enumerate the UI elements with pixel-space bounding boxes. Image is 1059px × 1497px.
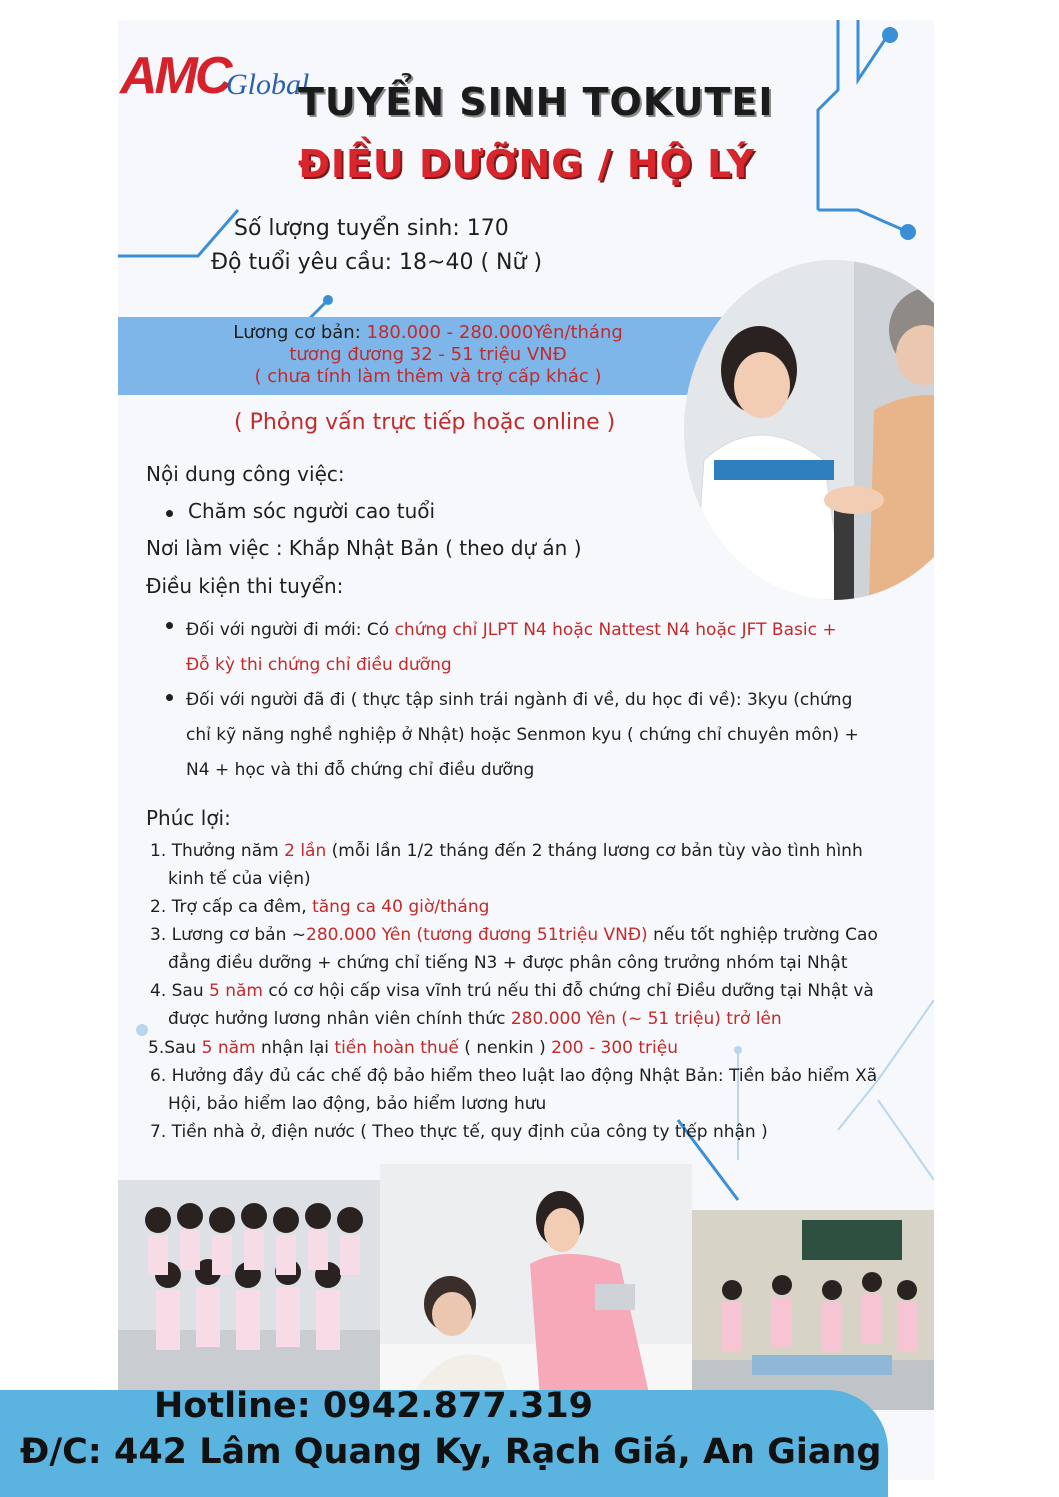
benefit-3-line2: đẳng điều dưỡng + chứng chỉ tiếng N3 + được phân công trưởng nhóm tại Nhật — [168, 953, 848, 973]
benefit-7: 7. Tiền nhà ở, điện nước ( Theo thực tế, quy định của công ty tiếp nhận ) — [150, 1122, 768, 1142]
salary-label: Lương cơ bản: — [233, 322, 361, 343]
benefit-text: có cơ hội cấp visa vĩnh trú nếu thi đỗ chứng chỉ Điều dưỡng tại Nhật và — [263, 981, 874, 1001]
benefit-text: nhận lại — [255, 1038, 335, 1058]
condition-exp-line3: N4 + học và thi đỗ chứng chỉ điều dưỡng — [186, 760, 535, 780]
benefit-text: 2. Trợ cấp ca đêm, — [150, 897, 313, 917]
hotline-text[interactable]: Hotline: 0942.877.319 — [154, 1386, 594, 1426]
benefits-heading: Phúc lợi: — [146, 806, 231, 830]
salary-value: 180.000 - 280.000Yên/tháng — [366, 322, 623, 343]
benefit-highlight: 200 - 300 triệu — [551, 1038, 678, 1058]
benefit-highlight: 5 năm — [201, 1038, 256, 1058]
benefit-highlight: 280.000 Yên (tương đương 51triệu VNĐ) — [306, 925, 648, 945]
benefit-6-line2: Hội, bảo hiểm lao động, bảo hiểm lương hưu — [168, 1094, 547, 1114]
benefit-text: nếu tốt nghiệp trường Cao — [647, 925, 878, 945]
benefit-4-line2 — [168, 1009, 782, 1029]
salary-equivalent: tương đương 32 - 51 triệu VNĐ — [289, 344, 567, 365]
poster-title: TUYỂN SINH TOKUTEI — [298, 80, 774, 124]
benefit-highlight: 280.000 Yên (~ 51 triệu) trở lên — [510, 1009, 782, 1029]
address-text: Đ/C: 442 Lâm Quang Ky, Rạch Giá, An Giang — [20, 1432, 882, 1472]
condition-exp-line1: Đối với người đã đi ( thực tập sinh trái ngành đi về, du học đi về): 3kyu (chứng — [186, 690, 853, 710]
benefit-1 — [150, 841, 863, 861]
benefit-highlight: 5 năm — [209, 981, 263, 1001]
benefit-4 — [150, 981, 874, 1001]
conditions-heading: Điều kiện thi tuyển: — [146, 574, 344, 598]
benefit-text: 4. Sau — [150, 981, 210, 1001]
logo-sub-text: Global — [226, 68, 310, 101]
company-logo — [118, 40, 318, 110]
group-photo — [118, 1180, 380, 1390]
job-heading: Nội dung công việc: — [146, 462, 345, 486]
benefit-highlight: 2 lần — [284, 841, 327, 861]
condition-new-line2: Đỗ kỳ thi chứng chỉ điều dưỡng — [186, 655, 452, 675]
benefit-2 — [150, 897, 489, 917]
condition-new-cert: chứng chỉ JLPT N4 hoặc Nattest N4 hoặc JFT Basic + — [394, 620, 837, 640]
bullet-dot — [166, 622, 173, 629]
benefit-6: 6. Hưởng đầy đủ các chế độ bảo hiểm theo luật lao động Nhật Bản: Tiền bảo hiểm Xã — [150, 1066, 878, 1086]
nurse-patient-photo — [380, 1164, 692, 1398]
benefit-text: ( nenkin ) — [458, 1038, 552, 1058]
poster-subtitle: ĐIỀU DƯỠNG / HỘ LÝ — [298, 142, 755, 186]
benefit-3 — [150, 925, 878, 945]
benefit-5 — [148, 1038, 678, 1058]
benefit-1-line2: kinh tế của viện) — [168, 869, 311, 889]
benefit-highlight: tiền hoàn thuế — [334, 1038, 459, 1058]
classroom-photo — [692, 1210, 934, 1410]
condition-new-prefix: Đối với người đi mới: Có — [186, 620, 395, 640]
interview-note: ( Phỏng vấn trực tiếp hoặc online ) — [234, 410, 616, 435]
benefit-text: 3. Lương cơ bản ~ — [150, 925, 307, 945]
benefit-highlight: tăng ca 40 giờ/tháng — [312, 897, 490, 917]
benefit-text: được hưởng lương nhân viên chính thức — [168, 1009, 511, 1029]
work-location: Nơi làm việc : Khắp Nhật Bản ( theo dự án ) — [146, 536, 582, 560]
benefit-text: 5.Sau — [148, 1038, 202, 1058]
salary-note: ( chưa tính làm thêm và trợ cấp khác ) — [254, 366, 602, 387]
benefit-text: (mỗi lần 1/2 tháng đến 2 tháng lương cơ bản tùy vào tình hình — [326, 841, 863, 861]
bullet-dot — [166, 694, 173, 701]
condition-new-line1 — [186, 620, 837, 640]
bullet-dot — [166, 510, 173, 517]
logo-main-text: AMC — [120, 47, 230, 105]
salary-line — [118, 322, 738, 343]
benefit-text: 1. Thưởng năm — [150, 841, 285, 861]
job-item: Chăm sóc người cao tuổi — [188, 499, 436, 523]
quantity-text: Số lượng tuyển sinh: 170 — [234, 216, 509, 241]
condition-exp-line2: chỉ kỹ năng nghề nghiệp ở Nhật) hoặc Senmon kyu ( chứng chỉ chuyên môn) + — [186, 725, 859, 745]
age-text: Độ tuổi yêu cầu: 18~40 ( Nữ ) — [211, 250, 543, 275]
recruitment-poster — [118, 20, 934, 1480]
